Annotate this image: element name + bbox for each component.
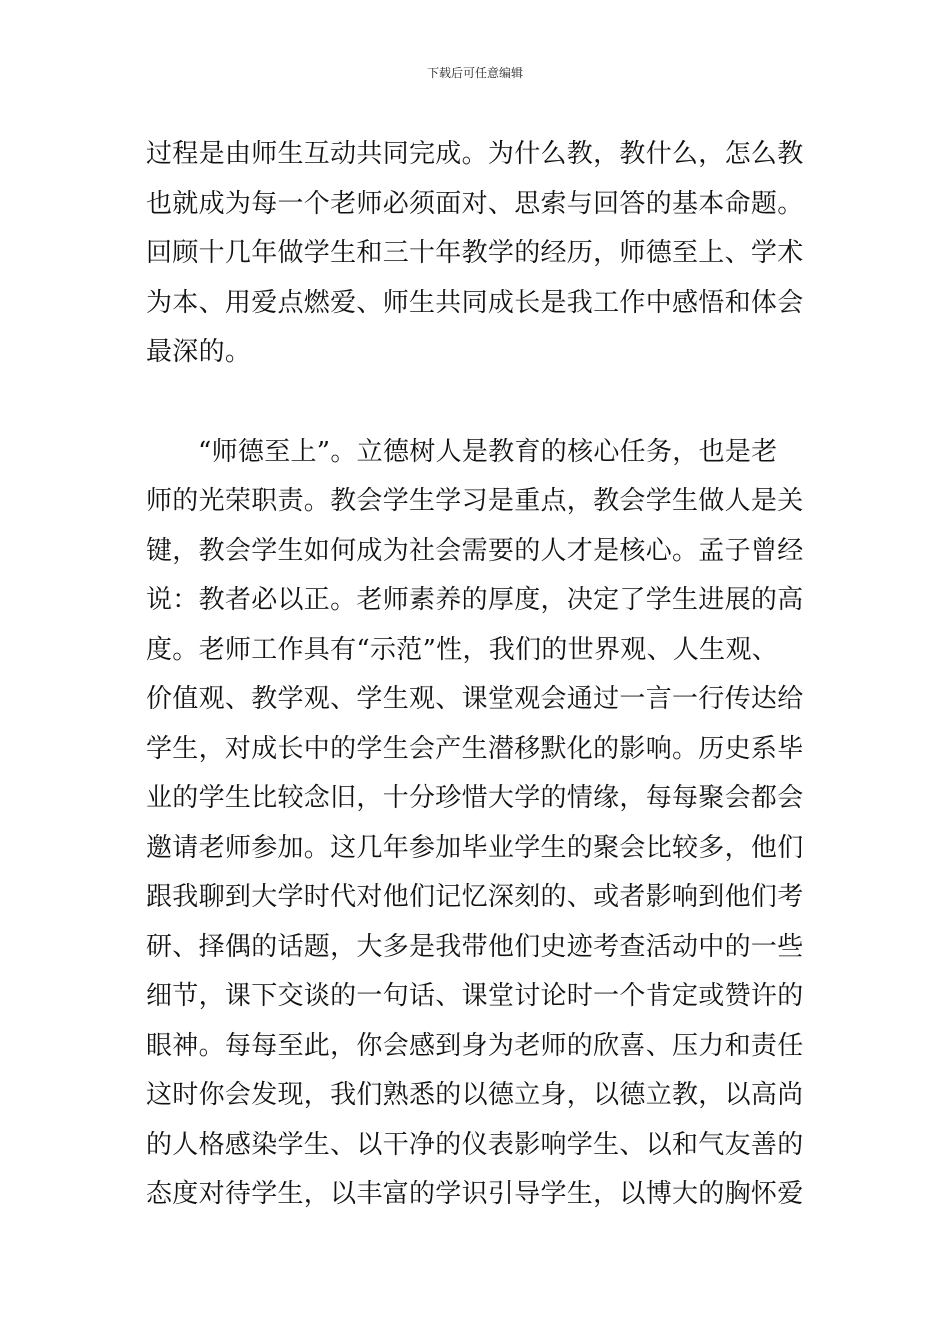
text-line: 为本、用爱点燃爱、师生共同成长是我工作中感悟和体会 xyxy=(146,287,804,318)
text-line: 邀请老师参加。这几年参加毕业学生的聚会比较多，他们 xyxy=(146,832,804,863)
text-line: 度。老师工作具有“示范”性，我们的世界观、人生观、 xyxy=(146,634,779,665)
text-line: 的人格感染学生、以干净的仪表影响学生、以和气友善的 xyxy=(146,1129,804,1160)
text-line: 过程是由师生互动共同完成。为什么教，教什么，怎么教 xyxy=(146,139,804,169)
text-line: 态度对待学生，以丰富的学识引导学生，以博大的胸怀爱 xyxy=(146,1179,804,1209)
text-line: 最深的。 xyxy=(146,337,252,367)
text-line: 这时你会发现，我们熟悉的以德立身，以德立教，以高尚 xyxy=(146,1080,804,1110)
text-line: 研、择偶的话题，大多是我带他们史迹考查活动中的一些 xyxy=(146,931,804,962)
paragraph-1 xyxy=(146,130,826,378)
text-line: 细节，课下交谈的一句话、课堂讨论时一个肯定或赞许的 xyxy=(146,981,804,1011)
text-line: 也就成为每一个老师必须面对、思索与回答的基本命题。 xyxy=(146,188,804,219)
text-line: 说：教者必以正。老师素养的厚度，决定了学生进展的高 xyxy=(146,585,804,615)
body-text xyxy=(146,130,826,1220)
text-line: 键，教会学生如何成为社会需要的人才是核心。孟子曾经 xyxy=(146,535,804,566)
page-header: 下载后可任意编辑 xyxy=(426,66,523,80)
text-line: 眼神。每每至此，你会感到身为老师的欣喜、压力和责任 xyxy=(146,1030,804,1061)
text-line: 学生，对成长中的学生会产生潜移默化的影响。历史系毕 xyxy=(146,733,804,764)
paragraph-2 xyxy=(146,428,826,1220)
text-line: 回顾十几年做学生和三十年教学的经历，师德至上、学术 xyxy=(146,238,804,268)
text-line: 业的学生比较念旧，十分珍惜大学的情缘，每每聚会都会 xyxy=(146,783,804,813)
text-line: 跟我聊到大学时代对他们记忆深刻的、或者影响到他们考 xyxy=(146,882,804,912)
paragraph-spacer xyxy=(146,378,826,428)
text-line: 师的光荣职责。教会学生学习是重点，教会学生做人是关 xyxy=(146,486,804,516)
text-line: “师德至上”。立德树人是教育的核心任务，也是老 xyxy=(198,436,778,467)
text-line: 价值观、教学观、学生观、课堂观会通过一言一行传达给 xyxy=(146,684,804,714)
